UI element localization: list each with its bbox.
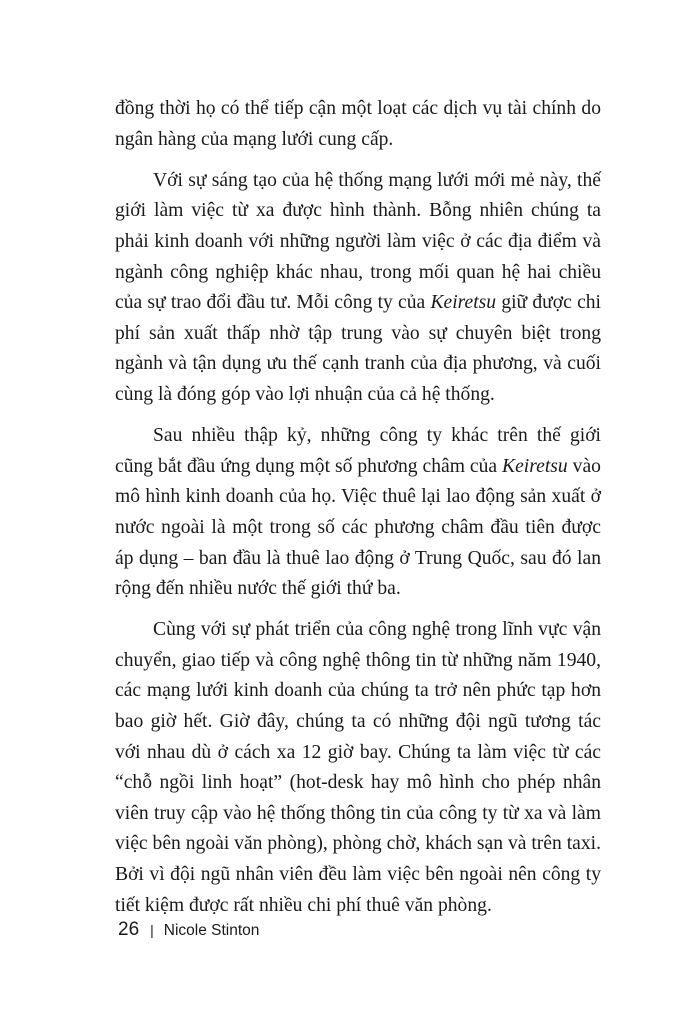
page-footer [118, 919, 259, 941]
paragraph-3-text: Sau nhiều thập kỷ, những công ty khác trên thế giới cũng bắt đầu ứng dụng một số phương châm của [115, 425, 601, 477]
paragraph-1: đồng thời họ có thể tiếp cận một loạt các dịch vụ tài chính do ngân hàng của mạng lưới cung cấp. [115, 98, 601, 150]
paragraph-2 [115, 166, 601, 411]
keiretsu-term: Keiretsu [502, 455, 568, 477]
paragraph-2-text-cont: giữ được chi phí sản xuất thấp nhờ tập trung vào sự chuyên biệt trong ngành và tận dụng ưu thế cạnh tranh của địa phương, và cuối cùng là đóng góp vào lợi nhuận của cả hệ thống. [115, 292, 602, 405]
paragraph-4: Cùng với sự phát triển của công nghệ trong lĩnh vực vận chuyển, giao tiếp và công nghệ thông tin từ những năm 1940, các mạng lưới kinh doanh của chúng ta trở nên phức tạp hơn bao giờ hết. Giờ đây, chúng ta có những đội ngũ tương tác với nhau dù ở cách xa 12 giờ bay. Chúng ta làm việc từ các “chỗ ngồi linh hoạt” (hot-desk hay mô hình cho phép nhân viên truy cập vào hệ thống thông tin của công ty từ xa và làm việc bên ngoài văn phòng), phòng chờ, khách sạn và trên taxi. Bởi vì đội ngũ nhân viên đều làm việc bên ngoài nên công ty tiết kiệm được rất nhiều chi phí thuê văn phòng. [115, 619, 601, 916]
paragraph-3-text-cont: vào mô hình kinh doanh của họ. Việc thuê lại lao động sản xuất ở nước ngoài là một trong số các phương châm đầu tiên được áp dụng – ban đầu là thuê lao động ở Trung Quốc, sau đó lan rộng đến nhiều nước thế giới thứ ba. [115, 455, 601, 600]
page-number: 26 [118, 919, 140, 940]
running-author: Nicole Stinton [163, 922, 260, 939]
paragraph-2-text: Với sự sáng tạo của hệ thống mạng lưới mới mẻ này, thế giới làm việc từ xa được hình thành. Bỗng nhiên chúng ta phải kinh doanh với những người làm việc ở các địa điểm và ngành công nghiệp khác nhau, trong mối quan hệ hai chiều của sự trao đổi đầu tư. Mỗi công ty của [115, 169, 601, 314]
keiretsu-term: Keiretsu [430, 292, 497, 314]
footer-separator: | [150, 922, 154, 938]
body-text [115, 94, 601, 932]
paragraph-3 [115, 421, 601, 605]
